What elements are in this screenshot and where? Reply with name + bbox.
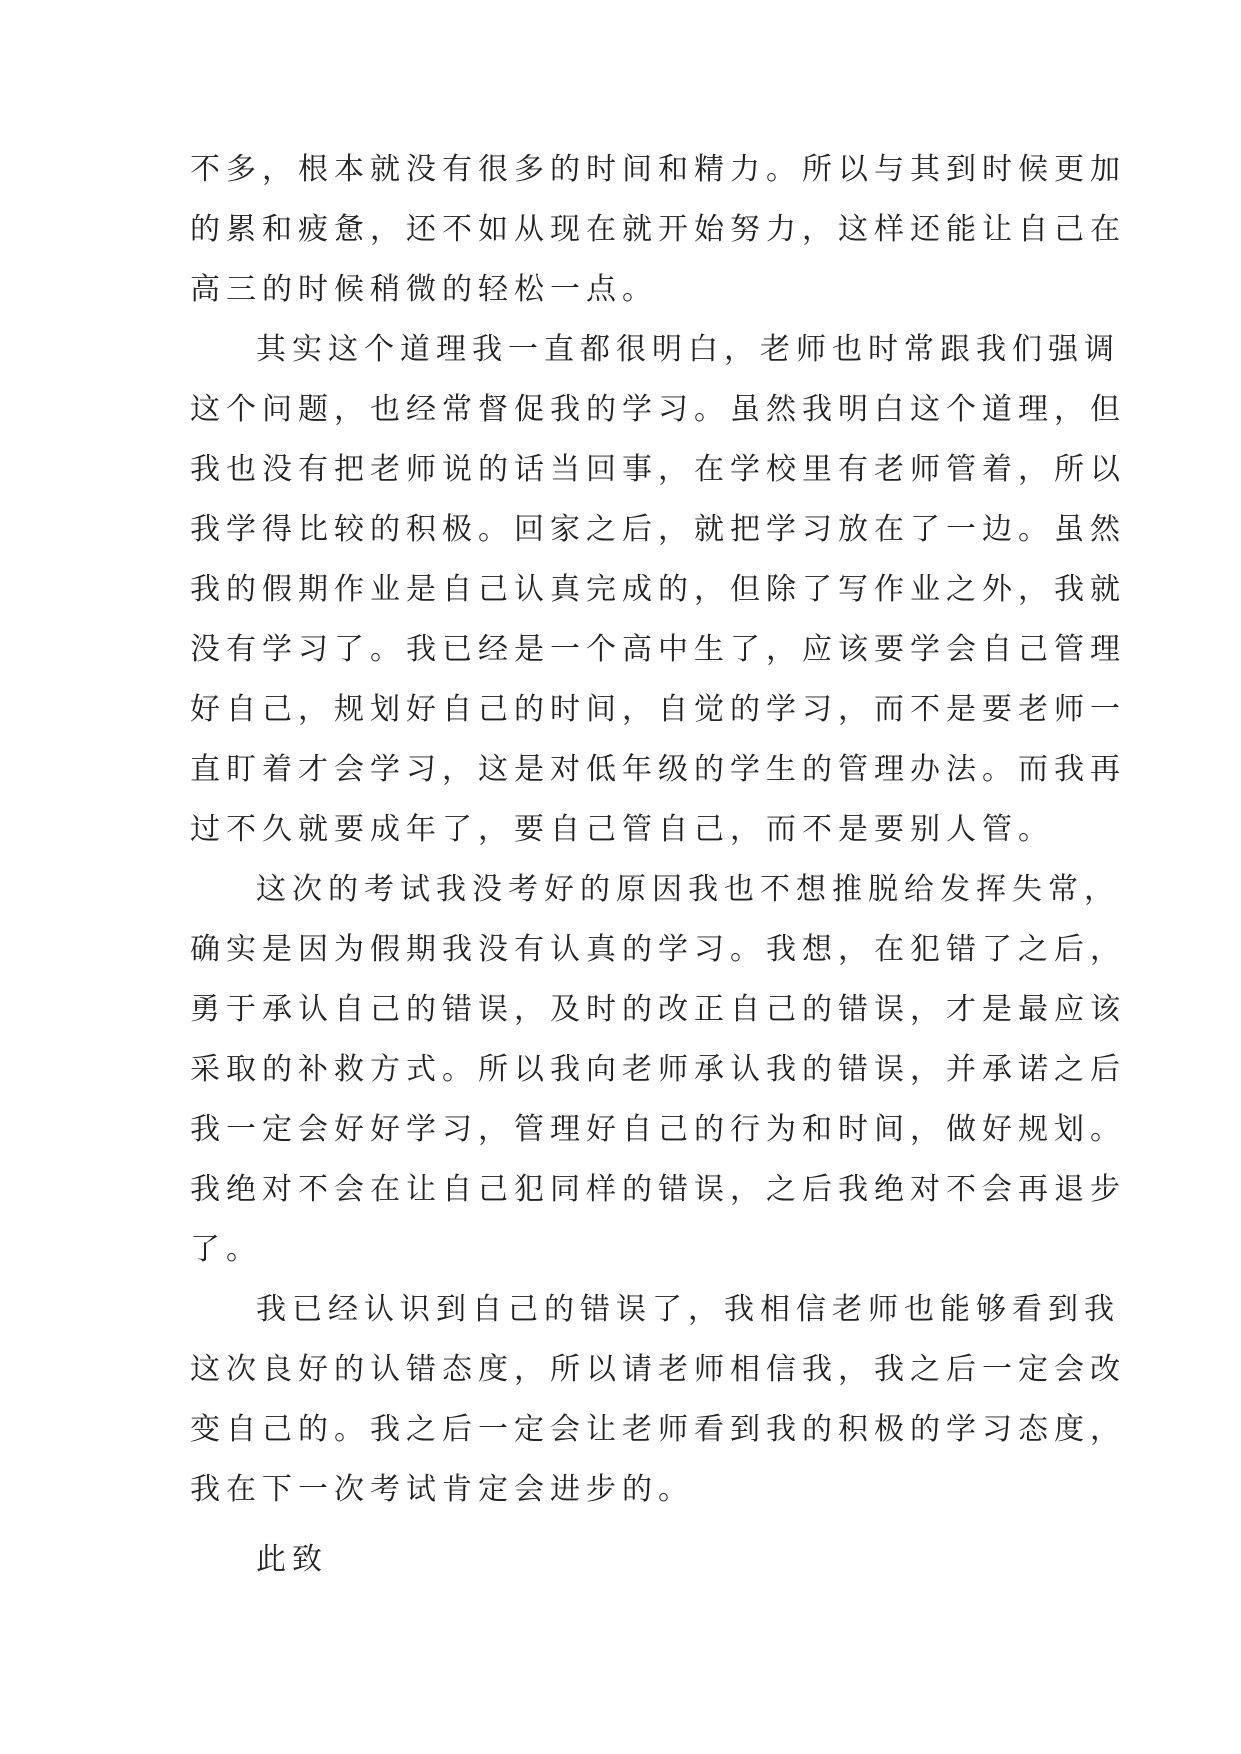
paragraph-start-line: 我已经认识到自己的错误了，我相信老师也能够看到我 bbox=[256, 1292, 1120, 1327]
text-line: 了。 bbox=[190, 1232, 262, 1267]
closing-salutation: 此致 bbox=[256, 1542, 328, 1577]
text-line: 采取的补救方式。所以我向老师承认我的错误，并承诺之后 bbox=[190, 1052, 1126, 1087]
text-line: 没有学习了。我已经是一个高中生了，应该要学会自己管理 bbox=[190, 632, 1126, 667]
text-line: 这次良好的认错态度，所以请老师相信我，我之后一定会改 bbox=[190, 1352, 1126, 1387]
text-line: 我的假期作业是自己认真完成的，但除了写作业之外，我就 bbox=[190, 572, 1126, 607]
text-line: 直盯着才会学习，这是对低年级的学生的管理办法。而我再 bbox=[190, 752, 1126, 787]
text-line: 我绝对不会在让自己犯同样的错误，之后我绝对不会再退步 bbox=[190, 1172, 1126, 1207]
text-line: 的累和疲惫，还不如从现在就开始努力，这样还能让自己在 bbox=[190, 212, 1126, 247]
text-line: 过不久就要成年了，要自己管自己，而不是要别人管。 bbox=[190, 812, 1054, 847]
text-line: 勇于承认自己的错误，及时的改正自己的错误，才是最应该 bbox=[190, 992, 1126, 1027]
text-line: 我一定会好好学习，管理好自己的行为和时间，做好规划。 bbox=[190, 1112, 1126, 1147]
text-line: 高三的时候稍微的轻松一点。 bbox=[190, 272, 658, 307]
text-line: 好自己，规划好自己的时间，自觉的学习，而不是要老师一 bbox=[190, 692, 1126, 727]
text-line: 我学得比较的积极。回家之后，就把学习放在了一边。虽然 bbox=[190, 512, 1126, 547]
paragraph-start-line: 这次的考试我没考好的原因我也不想推脱给发挥失常， bbox=[256, 872, 1120, 907]
text-line: 我也没有把老师说的话当回事，在学校里有老师管着，所以 bbox=[190, 452, 1126, 487]
text-line: 变自己的。我之后一定会让老师看到我的积极的学习态度， bbox=[190, 1412, 1126, 1447]
text-line: 我在下一次考试肯定会进步的。 bbox=[190, 1472, 694, 1507]
text-line: 确实是因为假期我没有认真的学习。我想，在犯错了之后， bbox=[190, 932, 1126, 967]
paragraph-start-line: 其实这个道理我一直都很明白，老师也时常跟我们强调 bbox=[256, 332, 1120, 367]
text-line: 不多，根本就没有很多的时间和精力。所以与其到时候更加 bbox=[190, 152, 1126, 187]
text-line: 这个问题，也经常督促我的学习。虽然我明白这个道理，但 bbox=[190, 392, 1126, 427]
